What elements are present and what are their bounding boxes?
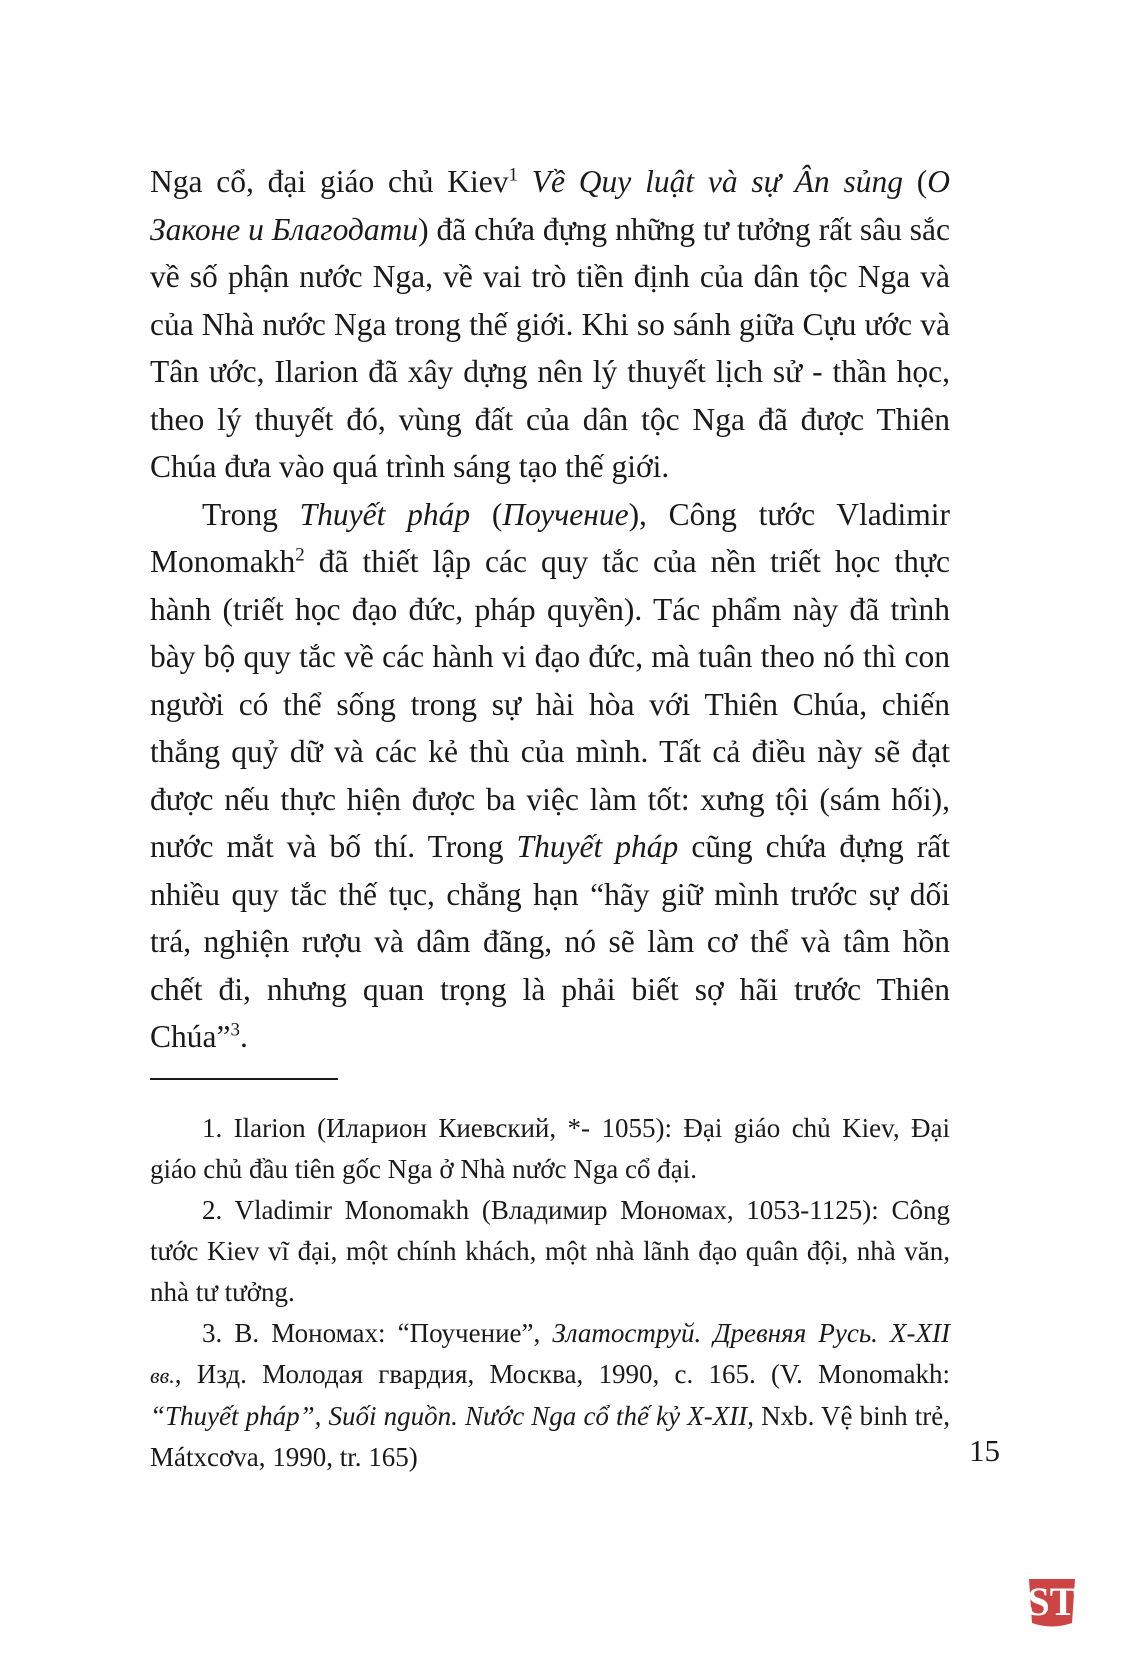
footnote-reference[interactable]: 1	[508, 164, 518, 186]
paragraph-ilarion	[150, 158, 950, 491]
text-run	[518, 164, 532, 199]
st-monogram-logo	[1023, 1568, 1081, 1630]
text-run: ) đã chứa đựng những tư tưởng rất sâu sắc về số phận nước Nga, về vai trò tiền định của dân tộc Nga và của Nhà nước Nga trong thế giới. Khi so sánh giữa Cựu ước và Tân ước, Ilarion đã xây dựng nên lý thuyết lịch sử - thần học, theo lý thuyết đó, vùng đất của dân tộc Nga đã được Thiên Chúa đưa vào quá trình sáng tạo thế giới.	[150, 211, 950, 484]
italic-run: Поучение	[502, 496, 629, 532]
text-run: 1. Ilarion (Иларион Киевский, *- 1055): Đại giáo chủ Kiev, Đại giáo chủ đầu tiên gốc Nga ở Nhà nước Nga cổ đại.	[150, 1113, 950, 1184]
text-run: (	[470, 496, 503, 532]
text-run: , Изд. Молодая гвардия, Москва, 1990, с. 165. (V. Monomakh:	[174, 1359, 950, 1389]
text-run: ), Công tước Vladimir Monomakh	[150, 496, 951, 579]
italic-run: О Законе и Благодати	[150, 164, 950, 247]
footnote-separator-rule	[150, 1078, 338, 1080]
italic-run: “Thuyết pháp”, Suối nguồn. Nước Nga cổ thế kỷ X-XII	[150, 1401, 748, 1431]
text-run: 2. Vladimir Monomakh (Владимир Мономах, 1053-1125): Công tước Kiev vĩ đại, một chính khách, một nhà lãnh đạo quân đội, nhà văn, nhà tư tưởng.	[150, 1195, 950, 1307]
italic-run: Thuyết pháp	[299, 496, 471, 532]
footnote-reference[interactable]: 3	[230, 1019, 240, 1041]
italic-run: Златоструй. Древняя Русь. X-XII	[552, 1318, 950, 1348]
text-run: đã thiết lập các quy tắc của nền triết học thực hành (triết học đạo đức, pháp quyền). Tác phẩm này đã trình bày bộ quy tắc về các hành vi đạo đức, mà tuân theo nó thì con người có thể sống trong sự hài hòa với Thiên Chúa, chiến thắng quỷ dữ và các kẻ thù của mình. Tất cả điều này sẽ đạt được nếu thực hiện được ba việc làm tốt: xưng tội (sám hối), nước mắt và bố thí. Trong	[150, 544, 950, 864]
text-run: Nga cổ, đại giáo chủ Kiev	[150, 164, 509, 199]
footnote-reference[interactable]: 2	[295, 544, 305, 566]
paragraph-monomakh	[150, 491, 950, 1061]
footnote-2	[150, 1190, 950, 1313]
text-run: (	[902, 164, 928, 199]
small-italic-run: вв.	[150, 1363, 175, 1388]
text-run: cũng chứa đựng rất nhiều quy tắc thế tục, chẳng hạn “hãy giữ mình trước sự dối trá, nghiện rượu và dâm đãng, nó sẽ làm cơ thể và tâm hồn chết đi, nhưng quan trọng là phải biết sợ hãi trước Thiên Chúa”	[150, 829, 950, 1054]
italic-run: Thuyết pháp	[516, 829, 679, 864]
text-run: 3. В. Мономах: “Поучение”,	[202, 1318, 553, 1348]
text-run: .	[239, 1019, 248, 1054]
svg-text:ST: ST	[1027, 1579, 1077, 1624]
text-run: Trong	[202, 496, 300, 532]
footnotes-section	[150, 1108, 950, 1478]
body-text-column	[150, 158, 950, 1061]
footnote-1	[150, 1108, 950, 1190]
text-run: , Nxb. Vệ binh trẻ, Mátxcơva, 1990, tr. 165)	[150, 1401, 950, 1472]
italic-run: Về Quy luật và sự Ân sủng	[531, 164, 903, 199]
page-number: 15	[969, 1433, 1000, 1468]
